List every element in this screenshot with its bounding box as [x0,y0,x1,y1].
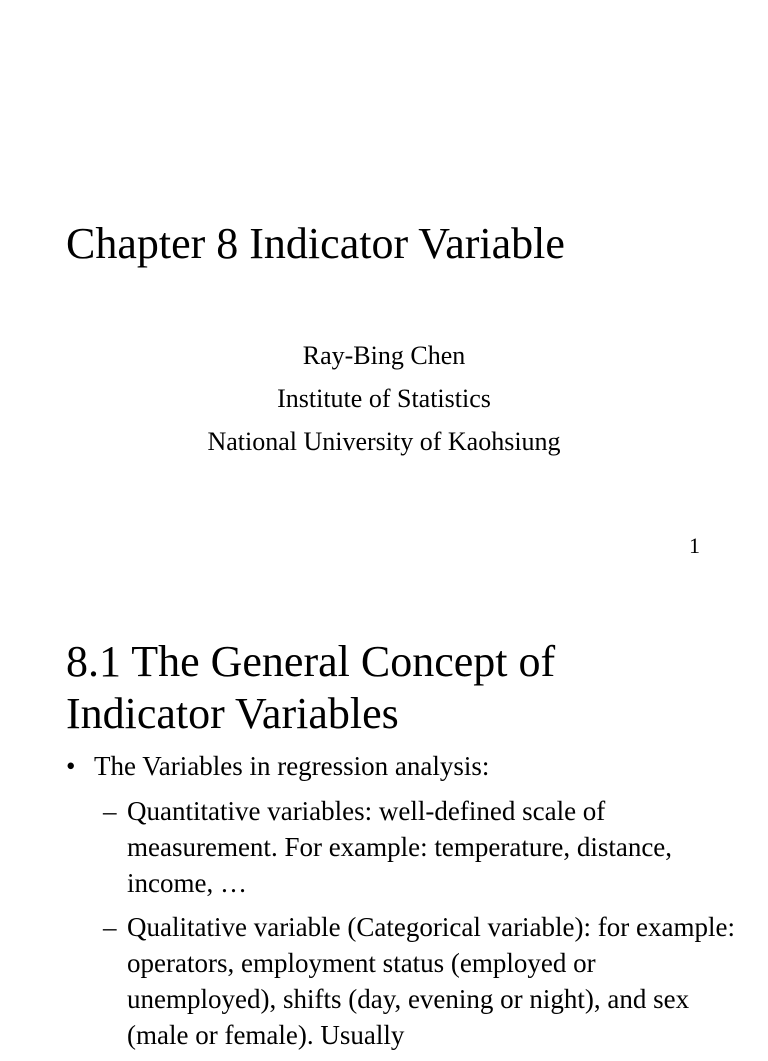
sub-bullet-text: Quantitative variables: well-defined scale of measurement. For example: temperature, distance, income, … [127,796,673,898]
sub-bullet-quantitative [103,793,743,901]
sub-bullet-qualitative [103,909,743,1053]
university-name: National University of Kaohsiung [207,427,561,456]
concept-slide [0,580,768,1050]
section-title-line-1: 8.1 The General Concept of [66,637,556,686]
author-name: Ray-Bing Chen [302,341,466,370]
sub-bullet-text: Qualitative variable (Categorical variable): for example: operators, employment status (employed or unemployed), shifts (day, evening or night), and sex (male or female). Usually [127,912,735,1050]
dash-icon: – [103,912,117,942]
page-number: 1 [689,533,700,558]
bullet-item [66,748,489,784]
bullet-text: The Variables in regression analysis: [94,751,490,781]
institute-name: Institute of Statistics [277,384,491,413]
bullet-icon: • [66,751,76,781]
section-title [66,636,555,740]
author-block [0,334,768,463]
section-title-line-2: Indicator Variables [66,689,399,738]
dash-icon: – [103,796,117,826]
chapter-title: Chapter 8 Indicator Variable [66,219,565,268]
sub-bullet-list [103,793,743,1061]
